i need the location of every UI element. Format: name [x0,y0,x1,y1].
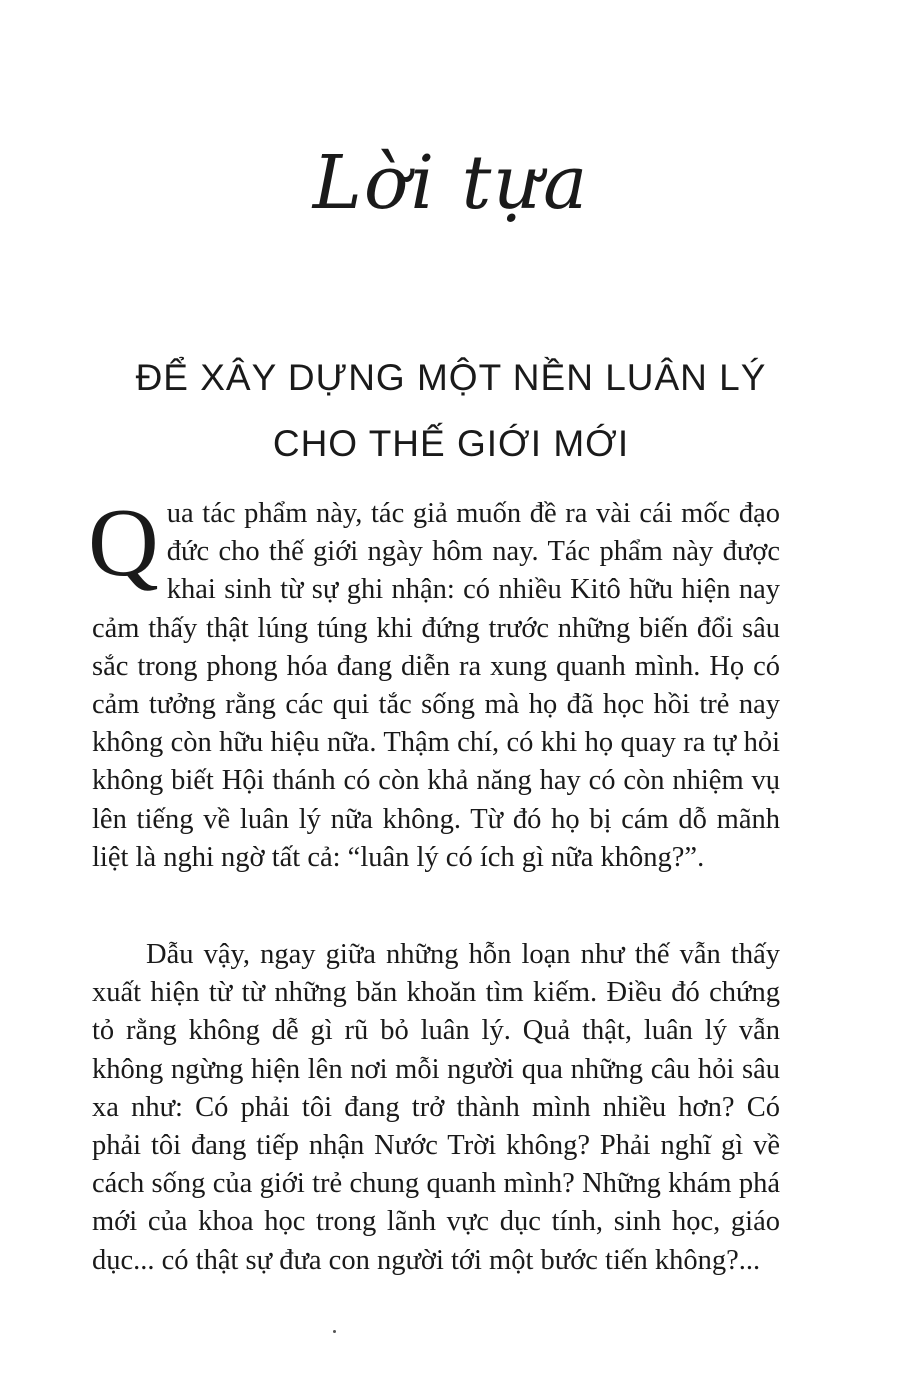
print-speck [333,1330,336,1333]
section-heading [0,345,902,477]
section-heading-line-1: ĐỂ XÂY DỰNG MỘT NỀN LUÂN LÝ [135,357,767,398]
drop-cap: Q [88,489,159,597]
paragraph-1-text: ua tác phẩm này, tác giả muốn đề ra vài cái mốc đạo đức cho thế giới ngày hôm nay. Tác phẩm này được khai sinh từ sự ghi nhận: có nhiều Kitô hữu hiện nay cảm thấy thật lúng túng khi đứng trước những biến đổi sâu sắc trong phong hóa đang diễn ra xung quanh mình. Họ có cảm tưởng rằng các qui tắc sống mà họ đã học hồi trẻ nay không còn hữu hiệu nữa. Thậm chí, có khi họ quay ra tự hỏi không biết Hội thánh có còn khả năng hay có còn nhiệm vụ lên tiếng về luân lý nữa không. Từ đó họ bị cám dỗ mãnh liệt là nghi ngờ tất cả: “luân lý có ích gì nữa không?”. [92,498,780,873]
paragraph-2: Dẫu vậy, ngay giữa những hỗn loạn như thế vẫn thấy xuất hiện từ từ những băn khoăn tìm kiếm. Điều đó chứng tỏ rằng không dễ gì rũ bỏ luân lý. Quả thật, luân lý vẫn không ngừng hiện lên nơi mỗi người qua những câu hỏi sâu xa như: Có phải tôi đang trở thành mình nhiều hơn? Có phải tôi đang tiếp nhận Nước Trời không? Phải nghĩ gì về cách sống của giới trẻ chung quanh mình? Những khám phá mới của khoa học trong lãnh vực dục tính, sinh học, giáo dục... có thật sự đưa con người tới một bước tiến không?... [92,939,780,1276]
page-title: Lời tựa [312,140,590,226]
section-heading-line-2: CHO THẾ GIỚI MỚI [272,423,630,464]
paragraph-1 [88,489,780,877]
